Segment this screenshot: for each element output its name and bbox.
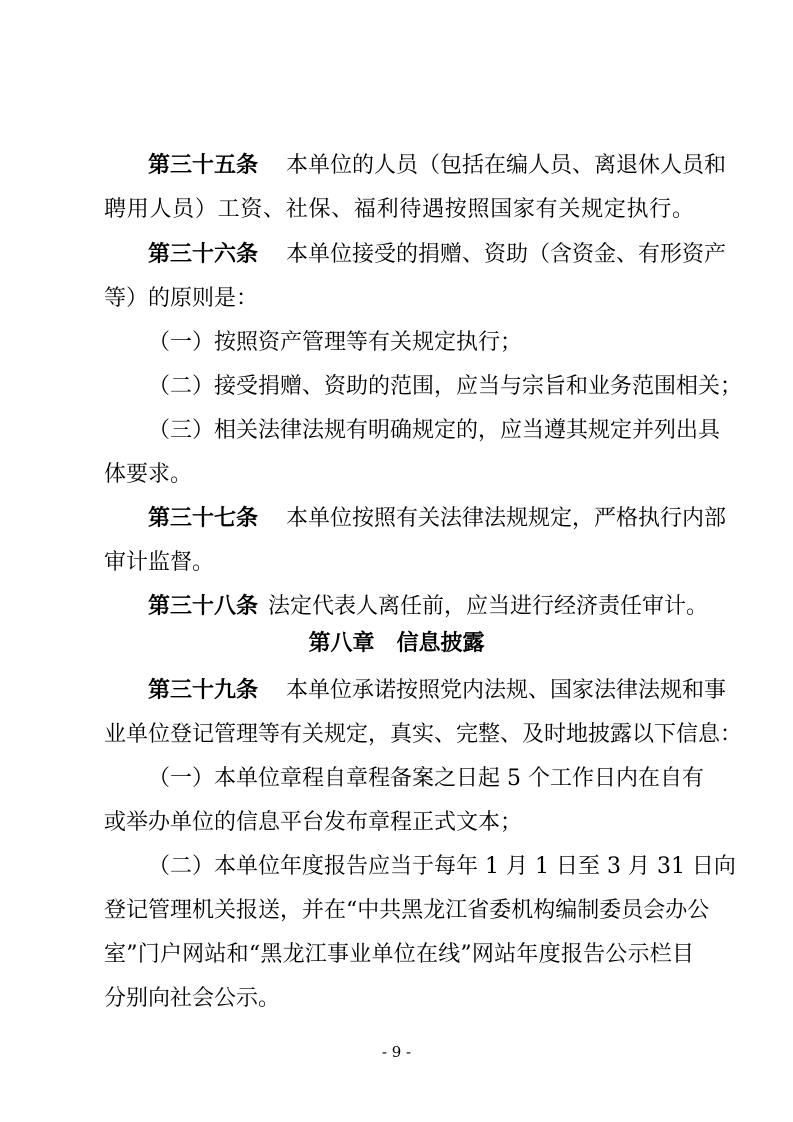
article-39-item-2-line-4: 分别向社会公示。 xyxy=(104,986,281,1011)
article-38-line xyxy=(148,592,709,622)
article-37-second-line: 审计监督。 xyxy=(104,550,215,575)
article-39-item-2: （二）本单位年度报告应当于每年 1 月 1 日至 3 月 31 日向 xyxy=(148,854,736,879)
chapter-title: 信息披露 xyxy=(396,631,485,656)
article-36-item-1: （一）按照资产管理等有关规定执行； xyxy=(148,330,523,355)
article-39-item-2-line-3: 室”门户网站和“黑龙江事业单位在线”网站年度报告公示栏目 xyxy=(104,942,694,967)
article-36-item-2: （二）接受捐赠、资助的范围，应当与宗旨和业务范围相关； xyxy=(148,374,743,399)
article-35-first-line xyxy=(148,151,727,181)
article-39-item-2-line-2: 登记管理机关报送，并在“中共黑龙江省委机构编制委员会办公 xyxy=(104,898,710,923)
article-36-first-line xyxy=(148,240,727,270)
article-36-second-line: 等）的原则是： xyxy=(104,286,259,311)
article-39-first-line xyxy=(148,676,727,706)
article-39-item-1-continued: 或举办单位的信息平台发布章程正式文本； xyxy=(104,810,523,835)
article-39-text: 本单位承诺按照党内法规、国家法律法规和事 xyxy=(286,678,727,703)
article-36-item-3: （三）相关法律法规有明确规定的，应当遵其规定并列出具 xyxy=(148,418,721,443)
article-37-text: 本单位按照有关法律法规规定，严格执行内部 xyxy=(286,506,727,531)
article-35-label: 第三十五条 xyxy=(148,153,259,178)
article-39-label: 第三十九条 xyxy=(148,678,259,703)
article-37-label: 第三十七条 xyxy=(148,506,259,531)
article-38-text: 法定代表人离任前，应当进行经济责任审计。 xyxy=(268,594,709,619)
article-39-item-1: （一）本单位章程自章程备案之日起 5 个工作日内在自有 xyxy=(148,766,704,791)
article-35-second-line: 聘用人员）工资、社保、福利待遇按照国家有关规定执行。 xyxy=(104,197,694,222)
article-36-item-3-continued: 体要求。 xyxy=(104,462,193,487)
article-39-second-line: 业单位登记管理等有关规定，真实、完整、及时地披露以下信息： xyxy=(104,722,743,747)
article-38-label: 第三十八条 xyxy=(148,594,259,619)
chapter-number: 第八章 xyxy=(308,631,375,656)
article-35-text: 本单位的人员（包括在编人员、离退休人员和 xyxy=(286,153,727,178)
chapter-heading xyxy=(0,629,793,659)
article-36-label: 第三十六条 xyxy=(148,242,259,267)
page-number: - 9 - xyxy=(381,1043,412,1061)
article-36-text: 本单位接受的捐赠、资助（含资金、有形资产 xyxy=(286,242,727,267)
article-37-first-line xyxy=(148,504,727,534)
